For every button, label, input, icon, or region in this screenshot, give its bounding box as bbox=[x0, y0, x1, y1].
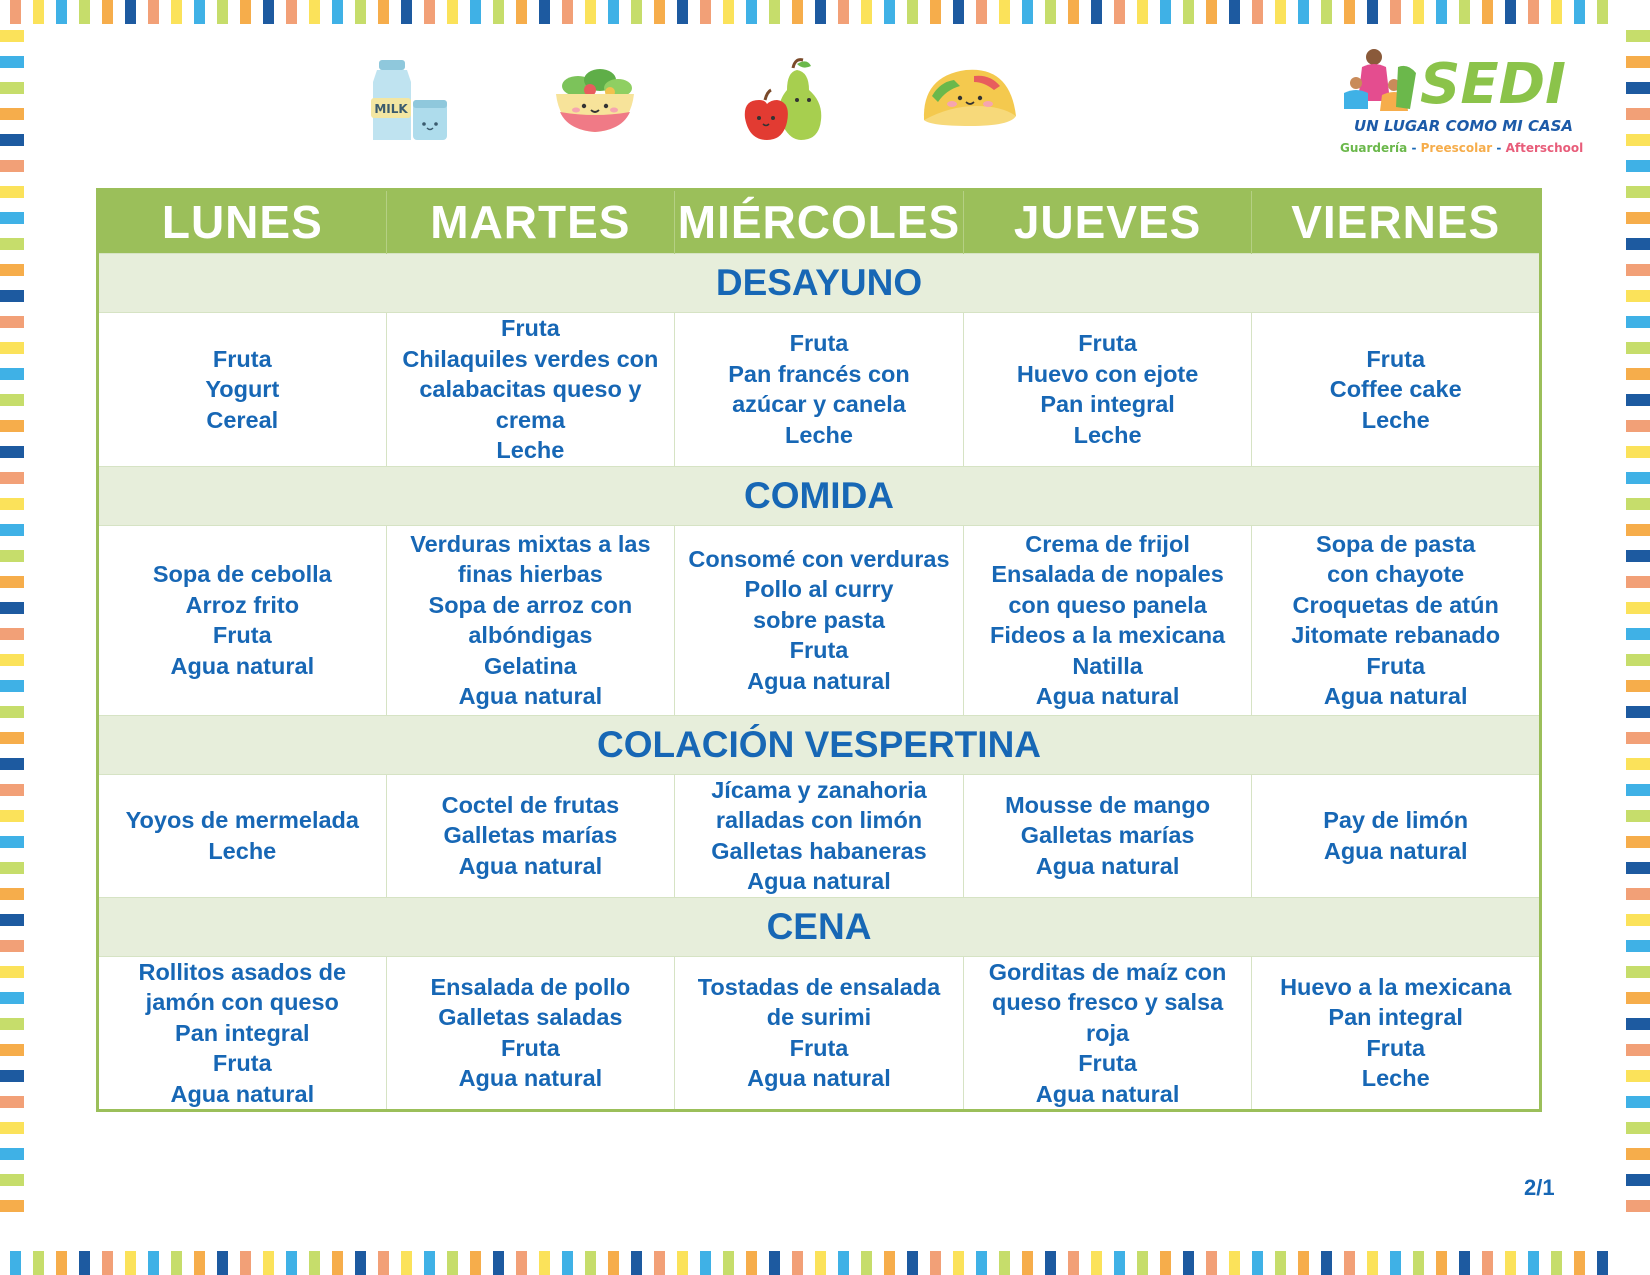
border-dash bbox=[1626, 472, 1650, 484]
sedi-logo bbox=[1338, 45, 1584, 160]
border-dash bbox=[1091, 1251, 1102, 1275]
border-dash bbox=[1626, 264, 1650, 276]
weekly-menu-table bbox=[96, 188, 1542, 1112]
border-dash bbox=[0, 238, 24, 250]
border-dash bbox=[1626, 602, 1650, 614]
border-dash bbox=[0, 56, 24, 68]
border-dash bbox=[378, 0, 389, 24]
border-dash bbox=[401, 1251, 412, 1275]
border-dash bbox=[516, 0, 527, 24]
border-dash bbox=[1626, 290, 1650, 302]
border-dash bbox=[631, 1251, 642, 1275]
border-dash bbox=[0, 1174, 24, 1186]
meal-cell-colacion-jueves: Mousse de mango Galletas marías Agua natural bbox=[963, 774, 1252, 897]
border-dash bbox=[0, 1096, 24, 1108]
section-header-cena bbox=[98, 897, 1541, 956]
border-dash bbox=[0, 940, 24, 952]
border-dash bbox=[286, 1251, 297, 1275]
border-dash bbox=[309, 1251, 320, 1275]
border-dash bbox=[654, 0, 665, 24]
border-dash bbox=[654, 1251, 665, 1275]
logo-sub-sep1: - bbox=[1407, 141, 1421, 155]
border-dash bbox=[1626, 160, 1650, 172]
border-dash bbox=[447, 1251, 458, 1275]
meal-row-desayuno bbox=[98, 313, 1541, 467]
border-dash bbox=[470, 0, 481, 24]
border-dash bbox=[1626, 134, 1650, 146]
border-dash bbox=[1229, 1251, 1240, 1275]
border-dash bbox=[976, 0, 987, 24]
border-dash bbox=[1626, 1200, 1650, 1212]
border-dash bbox=[1344, 0, 1355, 24]
meal-cell-desayuno-miercoles: Fruta Pan francés con azúcar y canela Leche bbox=[675, 313, 964, 467]
border-dash bbox=[0, 472, 24, 484]
border-dash bbox=[1482, 1251, 1493, 1275]
border-dash bbox=[884, 1251, 895, 1275]
border-dash bbox=[1626, 914, 1650, 926]
border-dash bbox=[0, 836, 24, 848]
section-header-colacion-vespertina bbox=[98, 715, 1541, 774]
border-dash bbox=[1413, 0, 1424, 24]
border-dash bbox=[0, 810, 24, 822]
border-dash bbox=[0, 82, 24, 94]
section-title: COLACIÓN VESPERTINA bbox=[98, 715, 1541, 774]
logo-sub-preescolar: Preescolar bbox=[1420, 141, 1493, 155]
border-dash bbox=[102, 0, 113, 24]
border-dash bbox=[0, 1018, 24, 1030]
meal-cell-cena-martes: Ensalada de pollo Galletas saladas Fruta Agua natural bbox=[386, 956, 675, 1111]
border-dash bbox=[608, 0, 619, 24]
border-dash bbox=[0, 758, 24, 770]
food-icons bbox=[365, 56, 1010, 146]
border-dash bbox=[1298, 0, 1309, 24]
border-dash bbox=[0, 862, 24, 874]
border-dash bbox=[1206, 1251, 1217, 1275]
border-dash bbox=[0, 134, 24, 146]
border-dash bbox=[79, 0, 90, 24]
border-dash bbox=[562, 0, 573, 24]
border-dash bbox=[1528, 0, 1539, 24]
border-dash bbox=[10, 0, 21, 24]
border-dash bbox=[0, 1200, 24, 1212]
border-dash bbox=[0, 1044, 24, 1056]
border-dash bbox=[1436, 0, 1447, 24]
border-dash bbox=[0, 550, 24, 562]
border-dash bbox=[0, 576, 24, 588]
border-dash bbox=[1626, 368, 1650, 380]
border-dash bbox=[1626, 108, 1650, 120]
border-dash bbox=[1626, 732, 1650, 744]
border-dash bbox=[0, 30, 24, 42]
border-dash bbox=[999, 1251, 1010, 1275]
border-dash bbox=[1114, 1251, 1125, 1275]
border-dash bbox=[1626, 394, 1650, 406]
border-dash bbox=[470, 1251, 481, 1275]
border-dash bbox=[286, 0, 297, 24]
border-dash bbox=[493, 0, 504, 24]
border-dash bbox=[0, 888, 24, 900]
border-dash bbox=[1626, 888, 1650, 900]
border-dash bbox=[1626, 836, 1650, 848]
decorative-border-top bbox=[0, 0, 1650, 24]
border-dash bbox=[838, 1251, 849, 1275]
border-dash bbox=[1626, 420, 1650, 432]
border-dash bbox=[1045, 0, 1056, 24]
border-dash bbox=[1551, 0, 1562, 24]
border-dash bbox=[0, 966, 24, 978]
border-dash bbox=[332, 0, 343, 24]
meal-cell-colacion-viernes: Pay de limón Agua natural bbox=[1252, 774, 1541, 897]
meal-row-cena bbox=[98, 956, 1541, 1111]
border-dash bbox=[769, 1251, 780, 1275]
border-dash bbox=[585, 0, 596, 24]
page-number: 2/1 bbox=[1524, 1175, 1555, 1200]
border-dash bbox=[194, 0, 205, 24]
border-dash bbox=[700, 0, 711, 24]
border-dash bbox=[1626, 992, 1650, 1004]
border-dash bbox=[1626, 940, 1650, 952]
border-dash bbox=[1626, 186, 1650, 198]
border-dash bbox=[263, 1251, 274, 1275]
border-dash bbox=[1626, 498, 1650, 510]
border-dash bbox=[0, 186, 24, 198]
meal-cell-colacion-martes: Coctel de frutas Galletas marías Agua natural bbox=[386, 774, 675, 897]
border-dash bbox=[1626, 342, 1650, 354]
border-dash bbox=[0, 160, 24, 172]
days-header-row bbox=[98, 190, 1541, 254]
border-dash bbox=[332, 1251, 343, 1275]
border-dash bbox=[0, 654, 24, 666]
meal-row-colacion-vespertina bbox=[98, 774, 1541, 897]
border-dash bbox=[0, 394, 24, 406]
border-dash bbox=[1626, 524, 1650, 536]
border-dash bbox=[1206, 0, 1217, 24]
border-dash bbox=[1252, 0, 1263, 24]
border-dash bbox=[930, 1251, 941, 1275]
border-dash bbox=[1626, 810, 1650, 822]
border-dash bbox=[424, 1251, 435, 1275]
border-dash bbox=[1597, 0, 1608, 24]
border-dash bbox=[953, 0, 964, 24]
border-dash bbox=[1597, 1251, 1608, 1275]
border-dash bbox=[1551, 1251, 1562, 1275]
border-dash bbox=[1482, 0, 1493, 24]
border-dash bbox=[10, 1251, 21, 1275]
border-dash bbox=[171, 0, 182, 24]
border-dash bbox=[79, 1251, 90, 1275]
border-dash bbox=[0, 420, 24, 432]
border-dash bbox=[1626, 1044, 1650, 1056]
border-dash bbox=[148, 0, 159, 24]
meal-cell-cena-lunes: Rollitos asados de jamón con queso Pan integral Fruta Agua natural bbox=[98, 956, 387, 1111]
border-dash bbox=[0, 706, 24, 718]
day-header-lunes: LUNES bbox=[98, 190, 387, 254]
border-dash bbox=[1022, 1251, 1033, 1275]
border-dash bbox=[700, 1251, 711, 1275]
border-dash bbox=[1436, 1251, 1447, 1275]
border-dash bbox=[1626, 1122, 1650, 1134]
border-dash bbox=[1413, 1251, 1424, 1275]
meal-cell-comida-lunes: Sopa de cebolla Arroz frito Fruta Agua natural bbox=[98, 525, 387, 715]
border-dash bbox=[148, 1251, 159, 1275]
meal-cell-desayuno-martes: Fruta Chilaquiles verdes con calabacitas queso y crema Leche bbox=[386, 313, 675, 467]
border-dash bbox=[769, 0, 780, 24]
border-dash bbox=[884, 0, 895, 24]
border-dash bbox=[1626, 30, 1650, 42]
border-dash bbox=[56, 1251, 67, 1275]
border-dash bbox=[1626, 654, 1650, 666]
border-dash bbox=[838, 0, 849, 24]
border-dash bbox=[1068, 0, 1079, 24]
border-dash bbox=[194, 1251, 205, 1275]
border-dash bbox=[907, 1251, 918, 1275]
meal-cell-cena-miercoles: Tostadas de ensalada de surimi Fruta Agua natural bbox=[675, 956, 964, 1111]
border-dash bbox=[792, 0, 803, 24]
border-dash bbox=[1091, 0, 1102, 24]
logo-sub-guarderia: Guardería bbox=[1340, 141, 1408, 155]
border-dash bbox=[1626, 758, 1650, 770]
border-dash bbox=[378, 1251, 389, 1275]
svg-text:MILK: MILK bbox=[374, 102, 408, 116]
border-dash bbox=[1160, 0, 1171, 24]
salad-bowl-icon bbox=[550, 56, 640, 146]
border-dash bbox=[355, 0, 366, 24]
border-dash bbox=[1626, 680, 1650, 692]
logo-sub-sep2: - bbox=[1492, 141, 1506, 155]
border-dash bbox=[1626, 706, 1650, 718]
border-dash bbox=[0, 1070, 24, 1082]
meal-cell-desayuno-viernes: Fruta Coffee cake Leche bbox=[1252, 313, 1541, 467]
border-dash bbox=[1528, 1251, 1539, 1275]
border-dash bbox=[424, 0, 435, 24]
border-dash bbox=[1390, 1251, 1401, 1275]
border-dash bbox=[1114, 0, 1125, 24]
border-dash bbox=[240, 1251, 251, 1275]
border-dash bbox=[0, 108, 24, 120]
border-dash bbox=[1183, 0, 1194, 24]
border-dash bbox=[1275, 1251, 1286, 1275]
border-dash bbox=[33, 1251, 44, 1275]
border-dash bbox=[102, 1251, 113, 1275]
meal-cell-comida-jueves: Crema de frijol Ensalada de nopales con queso panela Fideos a la mexicana Natilla Agua natural bbox=[963, 525, 1252, 715]
section-title: DESAYUNO bbox=[98, 254, 1541, 313]
border-dash bbox=[723, 0, 734, 24]
border-dash bbox=[1252, 1251, 1263, 1275]
border-dash bbox=[999, 0, 1010, 24]
apple-pear-icon bbox=[735, 56, 825, 146]
border-dash bbox=[1022, 0, 1033, 24]
logo-subtitle bbox=[1340, 141, 1583, 155]
decorative-border-right bbox=[1626, 24, 1650, 1251]
border-dash bbox=[0, 264, 24, 276]
meal-cell-colacion-miercoles: Jícama y zanahoria ralladas con limón Galletas habaneras Agua natural bbox=[675, 774, 964, 897]
border-dash bbox=[0, 316, 24, 328]
border-dash bbox=[1045, 1251, 1056, 1275]
border-dash bbox=[677, 0, 688, 24]
border-dash bbox=[1626, 550, 1650, 562]
border-dash bbox=[516, 1251, 527, 1275]
sedi-logo-mark bbox=[1338, 45, 1568, 117]
sedi-logo-name: SEDI bbox=[1420, 52, 1566, 117]
meal-cell-desayuno-lunes: Fruta Yogurt Cereal bbox=[98, 313, 387, 467]
border-dash bbox=[1321, 1251, 1332, 1275]
meal-cell-comida-martes: Verduras mixtas a las finas hierbas Sopa de arroz con albóndigas Gelatina Agua natural bbox=[386, 525, 675, 715]
border-dash bbox=[677, 1251, 688, 1275]
border-dash bbox=[585, 1251, 596, 1275]
border-dash bbox=[171, 1251, 182, 1275]
meal-cell-comida-viernes: Sopa de pasta con chayote Croquetas de atún Jitomate rebanado Fruta Agua natural bbox=[1252, 525, 1541, 715]
border-dash bbox=[1626, 628, 1650, 640]
meal-cell-desayuno-jueves: Fruta Huevo con ejote Pan integral Leche bbox=[963, 313, 1252, 467]
day-header-jueves: JUEVES bbox=[963, 190, 1252, 254]
border-dash bbox=[217, 1251, 228, 1275]
border-dash bbox=[861, 0, 872, 24]
border-dash bbox=[0, 212, 24, 224]
border-dash bbox=[1626, 82, 1650, 94]
border-dash bbox=[976, 1251, 987, 1275]
border-dash bbox=[0, 1122, 24, 1134]
border-dash bbox=[0, 992, 24, 1004]
border-dash bbox=[56, 0, 67, 24]
meal-cell-colacion-lunes: Yoyos de mermelada Leche bbox=[98, 774, 387, 897]
border-dash bbox=[0, 784, 24, 796]
border-dash bbox=[907, 0, 918, 24]
section-header-comida bbox=[98, 466, 1541, 525]
border-dash bbox=[0, 368, 24, 380]
border-dash bbox=[1367, 0, 1378, 24]
border-dash bbox=[1626, 56, 1650, 68]
border-dash bbox=[0, 628, 24, 640]
border-dash bbox=[1229, 0, 1240, 24]
border-dash bbox=[0, 498, 24, 510]
border-dash bbox=[1626, 238, 1650, 250]
border-dash bbox=[930, 0, 941, 24]
border-dash bbox=[1390, 0, 1401, 24]
border-dash bbox=[309, 0, 320, 24]
border-dash bbox=[539, 0, 550, 24]
border-dash bbox=[562, 1251, 573, 1275]
logo-tagline: UN LUGAR COMO MI CASA bbox=[1354, 117, 1573, 135]
border-dash bbox=[33, 0, 44, 24]
border-dash bbox=[1626, 212, 1650, 224]
border-dash bbox=[539, 1251, 550, 1275]
border-dash bbox=[1626, 784, 1650, 796]
border-dash bbox=[1574, 1251, 1585, 1275]
section-header-desayuno bbox=[98, 254, 1541, 313]
border-dash bbox=[0, 342, 24, 354]
border-dash bbox=[1298, 1251, 1309, 1275]
border-dash bbox=[815, 1251, 826, 1275]
border-dash bbox=[1505, 0, 1516, 24]
border-dash bbox=[953, 1251, 964, 1275]
decorative-border-bottom bbox=[0, 1251, 1650, 1275]
border-dash bbox=[1459, 1251, 1470, 1275]
border-dash bbox=[1626, 966, 1650, 978]
border-dash bbox=[1626, 1174, 1650, 1186]
border-dash bbox=[217, 0, 228, 24]
border-dash bbox=[792, 1251, 803, 1275]
border-dash bbox=[125, 0, 136, 24]
border-dash bbox=[1626, 576, 1650, 588]
border-dash bbox=[0, 1148, 24, 1160]
border-dash bbox=[1626, 316, 1650, 328]
border-dash bbox=[493, 1251, 504, 1275]
border-dash bbox=[815, 0, 826, 24]
border-dash bbox=[746, 0, 757, 24]
milk-icon bbox=[365, 56, 455, 146]
border-dash bbox=[1626, 862, 1650, 874]
section-title: CENA bbox=[98, 897, 1541, 956]
border-dash bbox=[1137, 1251, 1148, 1275]
day-header-miercoles: MIÉRCOLES bbox=[675, 190, 964, 254]
border-dash bbox=[1574, 0, 1585, 24]
border-dash bbox=[0, 680, 24, 692]
border-dash bbox=[263, 0, 274, 24]
day-header-martes: MARTES bbox=[386, 190, 675, 254]
border-dash bbox=[125, 1251, 136, 1275]
border-dash bbox=[1626, 1096, 1650, 1108]
border-dash bbox=[1275, 0, 1286, 24]
border-dash bbox=[1626, 446, 1650, 458]
day-header-viernes: VIERNES bbox=[1252, 190, 1541, 254]
decorative-border-left bbox=[0, 24, 24, 1251]
border-dash bbox=[0, 602, 24, 614]
border-dash bbox=[0, 446, 24, 458]
border-dash bbox=[401, 0, 412, 24]
border-dash bbox=[1367, 1251, 1378, 1275]
meal-cell-cena-jueves: Gorditas de maíz con queso fresco y salsa roja Fruta Agua natural bbox=[963, 956, 1252, 1111]
border-dash bbox=[1626, 1070, 1650, 1082]
border-dash bbox=[1626, 1148, 1650, 1160]
border-dash bbox=[631, 0, 642, 24]
meal-row-comida bbox=[98, 525, 1541, 715]
section-title: COMIDA bbox=[98, 466, 1541, 525]
border-dash bbox=[861, 1251, 872, 1275]
border-dash bbox=[447, 0, 458, 24]
border-dash bbox=[1137, 0, 1148, 24]
border-dash bbox=[608, 1251, 619, 1275]
border-dash bbox=[1344, 1251, 1355, 1275]
border-dash bbox=[0, 914, 24, 926]
meal-cell-comida-miercoles: Consomé con verduras Pollo al curry sobre pasta Fruta Agua natural bbox=[675, 525, 964, 715]
border-dash bbox=[723, 1251, 734, 1275]
border-dash bbox=[1626, 1018, 1650, 1030]
border-dash bbox=[1321, 0, 1332, 24]
border-dash bbox=[746, 1251, 757, 1275]
logo-sub-afterschool: Afterschool bbox=[1505, 141, 1584, 155]
border-dash bbox=[355, 1251, 366, 1275]
border-dash bbox=[1459, 0, 1470, 24]
border-dash bbox=[0, 732, 24, 744]
border-dash bbox=[1160, 1251, 1171, 1275]
meal-cell-cena-viernes: Huevo a la mexicana Pan integral Fruta Leche bbox=[1252, 956, 1541, 1111]
border-dash bbox=[0, 290, 24, 302]
border-dash bbox=[240, 0, 251, 24]
border-dash bbox=[1183, 1251, 1194, 1275]
border-dash bbox=[1505, 1251, 1516, 1275]
border-dash bbox=[1068, 1251, 1079, 1275]
border-dash bbox=[0, 524, 24, 536]
taco-icon bbox=[920, 56, 1010, 146]
